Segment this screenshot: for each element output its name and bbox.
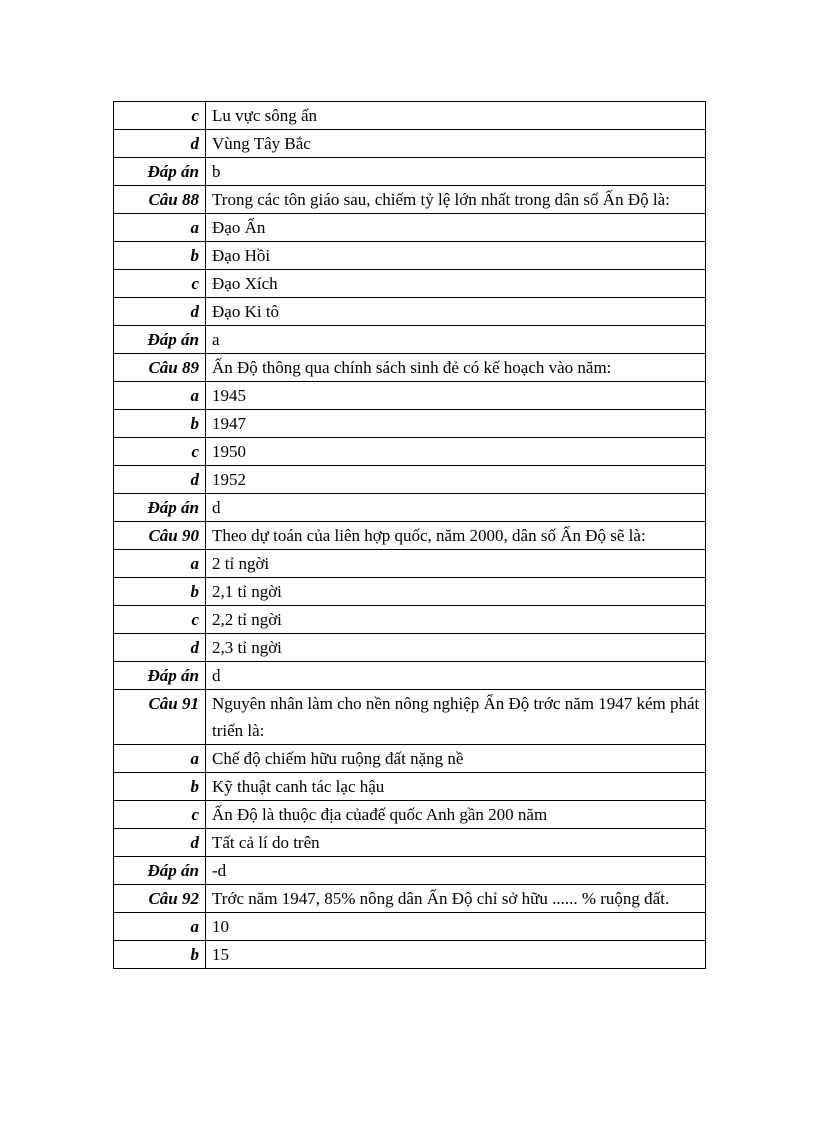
row-label: Câu 90 (114, 522, 206, 550)
row-label: d (114, 298, 206, 326)
table-row (114, 158, 706, 186)
table-row (114, 745, 706, 773)
table-row (114, 270, 706, 298)
table-row (114, 913, 706, 941)
row-text: Đạo Xích (206, 270, 706, 298)
row-text: 10 (206, 913, 706, 941)
row-label: c (114, 270, 206, 298)
table-row (114, 214, 706, 242)
row-text: Ấn Độ là thuộc địa củađế quốc Anh gần 200 năm (206, 801, 706, 829)
row-label: b (114, 242, 206, 270)
row-text: d (206, 494, 706, 522)
table-row (114, 354, 706, 382)
row-label: a (114, 214, 206, 242)
row-text: 1952 (206, 466, 706, 494)
row-text: Lu vực sông ấn (206, 102, 706, 130)
row-label: Đáp án (114, 857, 206, 885)
table-row (114, 298, 706, 326)
row-label: Câu 88 (114, 186, 206, 214)
table-row (114, 522, 706, 550)
row-label: Đáp án (114, 494, 206, 522)
row-text: Ấn Độ thông qua chính sách sinh đẻ có kế hoạch vào năm: (206, 354, 706, 382)
row-text: 2,1 tỉ ngời (206, 578, 706, 606)
table-row (114, 466, 706, 494)
table-row (114, 941, 706, 969)
row-text: Trớc năm 1947, 85% nông dân Ấn Độ chỉ sở hữu ...... % ruộng đất. (206, 885, 706, 913)
row-text: b (206, 158, 706, 186)
row-label: a (114, 745, 206, 773)
table-row (114, 690, 706, 745)
row-label: Đáp án (114, 158, 206, 186)
table-row (114, 578, 706, 606)
row-label: b (114, 410, 206, 438)
row-text: 1945 (206, 382, 706, 410)
row-label: c (114, 801, 206, 829)
row-text: Nguyên nhân làm cho nền nông nghiệp Ấn Độ trớc năm 1947 kém phát triển là: (206, 690, 706, 745)
row-text: 15 (206, 941, 706, 969)
table-row (114, 382, 706, 410)
row-label: d (114, 466, 206, 494)
table-row (114, 494, 706, 522)
row-label: Câu 91 (114, 690, 206, 745)
table-row (114, 326, 706, 354)
quiz-table-body (114, 102, 706, 969)
table-row (114, 242, 706, 270)
row-label: Câu 89 (114, 354, 206, 382)
row-text: Kỹ thuật canh tác lạc hậu (206, 773, 706, 801)
row-text: 1950 (206, 438, 706, 466)
row-text: 2,2 tỉ ngời (206, 606, 706, 634)
row-label: Câu 92 (114, 885, 206, 913)
row-label: Đáp án (114, 662, 206, 690)
row-text: Trong các tôn giáo sau, chiếm tỷ lệ lớn nhất trong dân số Ấn Độ là: (206, 186, 706, 214)
row-text: Theo dự toán của liên hợp quốc, năm 2000, dân số Ấn Độ sẽ là: (206, 522, 706, 550)
row-text: d (206, 662, 706, 690)
table-row (114, 634, 706, 662)
row-text: Đạo Ki tô (206, 298, 706, 326)
row-text: Chế độ chiếm hữu ruộng đất nặng nề (206, 745, 706, 773)
row-text: Tất cả lí do trên (206, 829, 706, 857)
table-row (114, 130, 706, 158)
row-text: a (206, 326, 706, 354)
row-label: b (114, 773, 206, 801)
table-row (114, 102, 706, 130)
table-row (114, 801, 706, 829)
table-row (114, 606, 706, 634)
table-row (114, 885, 706, 913)
row-label: a (114, 913, 206, 941)
row-label: c (114, 102, 206, 130)
table-row (114, 550, 706, 578)
row-text: Đạo Ấn (206, 214, 706, 242)
row-text: 1947 (206, 410, 706, 438)
table-row (114, 186, 706, 214)
row-label: d (114, 634, 206, 662)
table-row (114, 829, 706, 857)
row-label: b (114, 941, 206, 969)
row-text: 2 tỉ ngời (206, 550, 706, 578)
row-text: -d (206, 857, 706, 885)
row-label: a (114, 550, 206, 578)
row-label: d (114, 130, 206, 158)
row-label: d (114, 829, 206, 857)
row-text: 2,3 tỉ ngời (206, 634, 706, 662)
row-label: c (114, 606, 206, 634)
table-row (114, 857, 706, 885)
row-label: c (114, 438, 206, 466)
table-row (114, 410, 706, 438)
row-text: Đạo Hồi (206, 242, 706, 270)
table-row (114, 662, 706, 690)
row-label: Đáp án (114, 326, 206, 354)
table-row (114, 773, 706, 801)
row-label: a (114, 382, 206, 410)
row-text: Vùng Tây Bắc (206, 130, 706, 158)
table-row (114, 438, 706, 466)
quiz-table (113, 101, 706, 969)
row-label: b (114, 578, 206, 606)
